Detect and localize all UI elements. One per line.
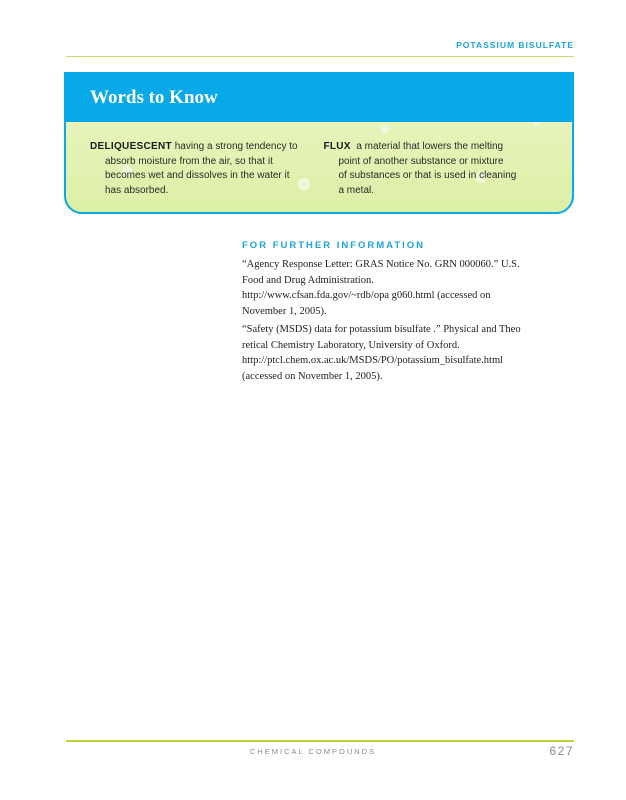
definition-line: a metal.: [338, 184, 375, 196]
footer-title: CHEMICAL COMPOUNDS: [249, 747, 377, 756]
header-rule: [66, 56, 574, 57]
definition-line: of substances or that is used in cleaning: [338, 170, 517, 181]
reference-link[interactable]: http://www.cfsan.fda.gov/~rdb/opa g060.html (accessed on: [242, 290, 491, 301]
words-to-know-box: [64, 72, 574, 214]
definition-line: a material that lowers the melting: [356, 141, 504, 152]
further-information-section: [242, 240, 576, 387]
words-to-know-columns: [66, 122, 572, 198]
reference-item: [242, 322, 576, 384]
definition-line: point of another substance or mixture: [338, 155, 504, 167]
definition-line: having a strong tendency to: [174, 141, 298, 152]
reference-line: retical Chemistry Laboratory, University of Oxford.: [242, 339, 460, 351]
definition-column-right: [323, 140, 550, 198]
words-to-know-header: [66, 74, 572, 122]
definition-column-left: [90, 140, 323, 198]
reference-link[interactable]: http://ptcl.chem.ox.ac.uk/MSDS/PO/potassium_bisulfate.html: [242, 355, 504, 366]
reference-line: November 1, 2005).: [242, 305, 327, 317]
definition-deliquescent: [90, 140, 323, 198]
reference-item: [242, 257, 576, 319]
term-flux: FLUX: [323, 141, 351, 152]
definition-line: becomes wet and dissolves in the water it: [105, 170, 290, 181]
reference-line: Food and Drug Administration.: [242, 274, 374, 286]
running-head: POTASSIUM BISULFATE: [456, 40, 574, 50]
definition-line: has absorbed.: [105, 184, 169, 196]
term-deliquescent: DELIQUESCENT: [90, 141, 172, 152]
reference-line: “Agency Response Letter: GRAS Notice No. GRN 000060.” U.S.: [242, 259, 520, 270]
page-number: 627: [549, 744, 574, 758]
further-information-heading: FOR FURTHER INFORMATION: [242, 240, 426, 251]
definition-flux: [323, 140, 550, 198]
definition-line: absorb moisture from the air, so that it: [105, 155, 273, 167]
footer-rule: [66, 740, 574, 742]
reference-line: “Safety (MSDS) data for potassium bisulfate .” Physical and Theo: [242, 324, 521, 335]
reference-line: (accessed on November 1, 2005).: [242, 370, 383, 382]
words-to-know-title: Words to Know: [90, 87, 218, 108]
